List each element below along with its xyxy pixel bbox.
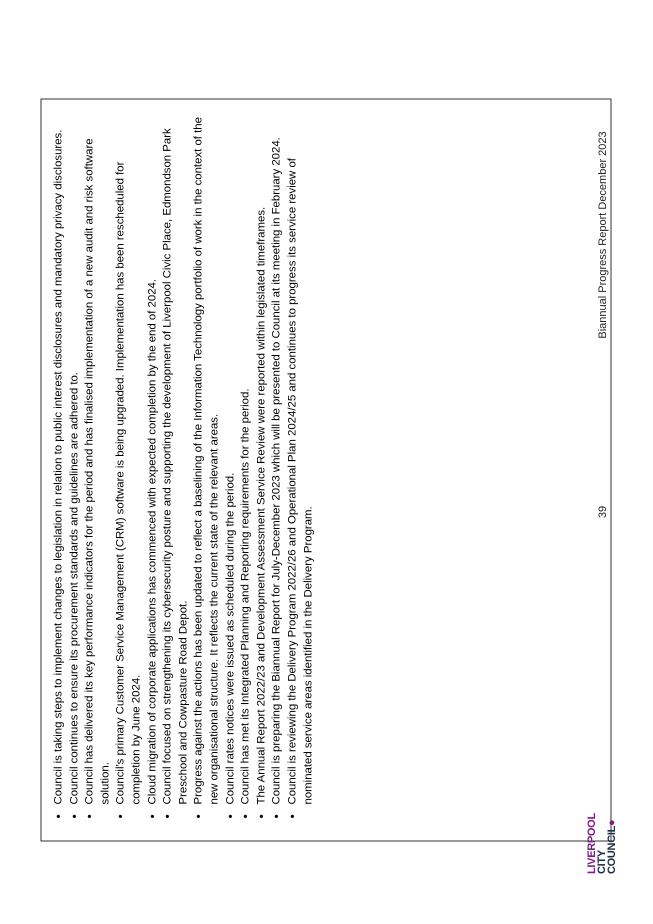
page-number-wrapper bbox=[594, 500, 612, 524]
footer-title-wrapper bbox=[594, 120, 612, 350]
bullet-item: • Progress against the actions has been updated to reflect a baselining of the Information Technology portfolio of work in the context of the new organisational structure. It reflects the current state of the relevant areas. bbox=[191, 109, 222, 818]
footer-report-title: Biannual Progress Report December 2023 bbox=[597, 131, 609, 339]
bullet-item: • Council has delivered its key performance indicators for the period and has finalised implementation of a new audit and risk software solution. bbox=[82, 109, 113, 818]
liverpool-city-council-logo bbox=[587, 790, 617, 874]
page-number: 39 bbox=[597, 505, 609, 519]
bullet-item: • Council is preparing the Biannual Report for July-December 2023 which will be presented to Council at its meeting in February 2024. bbox=[269, 109, 285, 818]
bullet-item: • Council has met its Integrated Planning and Reporting requirements for the period. bbox=[238, 109, 254, 818]
bullet-item: • Council continues to ensure its procurement standards and guidelines are adhered to. bbox=[67, 109, 83, 818]
bullet-item: • Council rates notices were issued as scheduled during the period. bbox=[223, 109, 239, 818]
bullet-item: • The Annual Report 2022/23 and Development Assessment Service Review were reported within legislated timeframes. bbox=[254, 109, 270, 818]
logo-line-city: CITY bbox=[596, 850, 608, 874]
content-box-wrapper bbox=[40, 98, 611, 841]
bullet-item: • Council's primary Customer Service Management (CRM) software is being upgraded. Implementation has been rescheduled for completion by June 2024. bbox=[113, 109, 144, 818]
bullet-item: • Council is reviewing the Delivery Program 2022/26 and Operational Plan 2024/25 and continues to progress its service review of nominated service areas identified in the Delivery Program. bbox=[285, 109, 316, 818]
bullet-item: • Council focused on strengthening its cybersecurity posture and supporting the development of Liverpool Civic Place, Edmondson Park Preschool and Cowpasture Road Depot. bbox=[160, 109, 191, 818]
logo-dot-icon: ● bbox=[606, 819, 618, 826]
bullet-item: • Council is taking steps to implement changes to legislation in relation to public interest disclosures and mandatory privacy disclosures. bbox=[51, 109, 67, 818]
bullet-list bbox=[41, 99, 316, 840]
logo-line-liverpool: LIVERPOOL bbox=[586, 813, 598, 874]
logo-council-text: COUNCIL bbox=[606, 825, 618, 874]
bullet-item: • Cloud migration of corporate applications has commenced with expected completion by the end of 2024. bbox=[145, 109, 161, 818]
logo-wrapper bbox=[582, 790, 622, 874]
content-box bbox=[40, 98, 611, 841]
logo-line-council bbox=[607, 790, 617, 874]
